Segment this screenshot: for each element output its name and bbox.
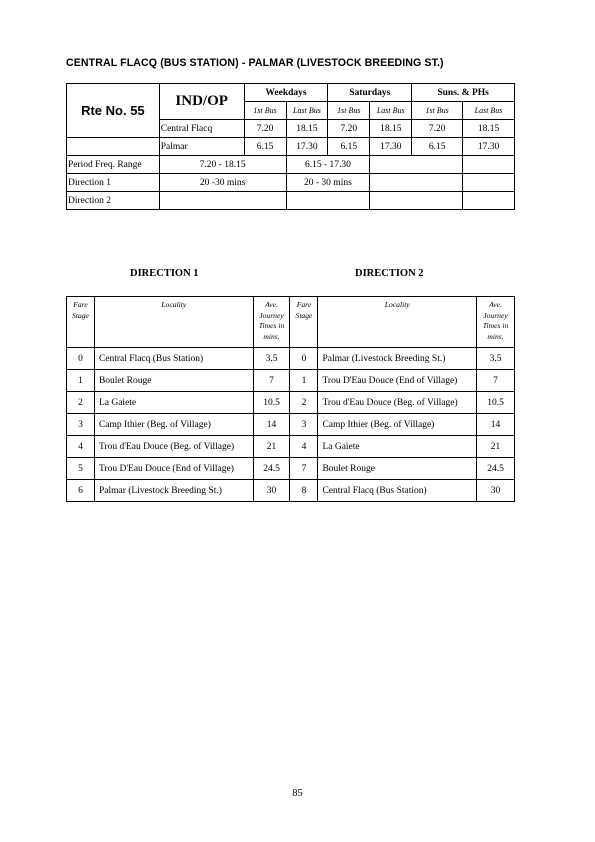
row-label: Direction 2 <box>67 192 160 210</box>
locality: Central Flacq (Bus Station) <box>94 348 253 370</box>
fare-stage: 0 <box>67 348 95 370</box>
fare-stage: 6 <box>67 480 95 502</box>
time-cell: 17.30 <box>463 138 515 156</box>
fare-table-header <box>67 297 515 348</box>
fare-stage-header: Fare Stage <box>67 297 95 348</box>
table-row <box>67 414 515 436</box>
fare-stage: 5 <box>67 458 95 480</box>
journey-time: 30 <box>253 480 290 502</box>
locality-header: Locality <box>318 297 477 348</box>
time-cell: 18.15 <box>370 120 412 138</box>
table-row <box>67 480 515 502</box>
locality: Central Flacq (Bus Station) <box>318 480 477 502</box>
first-bus-header: 1st Bus <box>244 102 286 120</box>
journey-time: 24.5 <box>477 458 515 480</box>
weekdays-value: 7.20 - 18.15 <box>159 156 286 174</box>
table-row <box>67 348 515 370</box>
journey-time: 10.5 <box>253 392 290 414</box>
fare-stage: 7 <box>290 458 318 480</box>
table-row <box>67 458 515 480</box>
fare-stage: 8 <box>290 480 318 502</box>
locality: La Gaiete <box>94 392 253 414</box>
first-bus-header: 1st Bus <box>412 102 463 120</box>
suns-value <box>370 174 463 192</box>
time-cell: 7.20 <box>412 120 463 138</box>
journey-time-header: Ave. Journey Times in mins. <box>477 297 515 348</box>
locality: Palmar (Livestock Breeding St.) <box>318 348 477 370</box>
blank-cell <box>463 192 515 210</box>
stop-name: Central Flacq <box>159 120 244 138</box>
blank-cell <box>463 174 515 192</box>
journey-time: 7 <box>253 370 290 392</box>
journey-time: 24.5 <box>253 458 290 480</box>
locality: Trou d'Eau Douce (Beg. of Village) <box>318 392 477 414</box>
fare-stage: 4 <box>67 436 95 458</box>
route-schedule-table <box>66 83 515 210</box>
time-cell: 17.30 <box>370 138 412 156</box>
fare-stage: 0 <box>290 348 318 370</box>
journey-time: 10.5 <box>477 392 515 414</box>
fare-stage: 3 <box>67 414 95 436</box>
group-sundays-phs: Suns. & PHs <box>412 84 515 102</box>
fare-stage: 3 <box>290 414 318 436</box>
locality: Trou D'Eau Douce (End of Village) <box>318 370 477 392</box>
time-cell: 18.15 <box>463 120 515 138</box>
locality: Trou D'Eau Douce (End of Village) <box>94 458 253 480</box>
last-bus-header: Last Bus <box>463 102 515 120</box>
row-label: Period Freq. Range <box>67 156 160 174</box>
time-cell: 7.20 <box>328 120 370 138</box>
table-row <box>67 370 515 392</box>
last-bus-header: Last Bus <box>370 102 412 120</box>
time-cell: 6.15 <box>244 138 286 156</box>
fare-stage: 1 <box>67 370 95 392</box>
journey-time: 3.5 <box>477 348 515 370</box>
journey-time: 21 <box>253 436 290 458</box>
time-cell: 7.20 <box>244 120 286 138</box>
first-bus-header: 1st Bus <box>328 102 370 120</box>
suns-value <box>370 156 463 174</box>
blank-cell <box>463 156 515 174</box>
journey-time: 14 <box>477 414 515 436</box>
fare-stage-header: Fare Stage <box>290 297 318 348</box>
fare-stage: 4 <box>290 436 318 458</box>
locality: Boulet Rouge <box>94 370 253 392</box>
journey-time-header: Ave. Journey Times in mins. <box>253 297 290 348</box>
journey-time: 21 <box>477 436 515 458</box>
page-number: 85 <box>292 788 303 799</box>
fare-stage-table <box>66 296 515 502</box>
row-label: Direction 1 <box>67 174 160 192</box>
locality: Palmar (Livestock Breeding St.) <box>94 480 253 502</box>
blank-cell <box>67 138 160 156</box>
weekdays-value <box>159 192 286 210</box>
journey-time: 3.5 <box>253 348 290 370</box>
last-bus-header: Last Bus <box>286 102 328 120</box>
fare-stage: 1 <box>290 370 318 392</box>
suns-value <box>370 192 463 210</box>
locality: Camp Ithier (Beg. of Village) <box>318 414 477 436</box>
table-row <box>67 392 515 414</box>
group-weekdays: Weekdays <box>244 84 328 102</box>
direction-2-heading: DIRECTION 2 <box>355 268 424 279</box>
locality: Camp Ithier (Beg. of Village) <box>94 414 253 436</box>
direction-1-heading: DIRECTION 1 <box>130 268 199 279</box>
route-number: Rte No. 55 <box>67 84 160 138</box>
saturdays-value: 6.15 - 17.30 <box>286 156 370 174</box>
locality: Trou d'Eau Douce (Beg. of Village) <box>94 436 253 458</box>
fare-stage: 2 <box>290 392 318 414</box>
saturdays-value: 20 - 30 mins <box>286 174 370 192</box>
locality: La Gaiete <box>318 436 477 458</box>
journey-time: 30 <box>477 480 515 502</box>
locality: Boulet Rouge <box>318 458 477 480</box>
page-title: CENTRAL FLACQ (BUS STATION) - PALMAR (LIVESTOCK BREEDING ST.) <box>66 57 444 69</box>
time-cell: 6.15 <box>412 138 463 156</box>
saturdays-value <box>286 192 370 210</box>
journey-time: 7 <box>477 370 515 392</box>
weekdays-value: 20 -30 mins <box>159 174 286 192</box>
journey-time: 14 <box>253 414 290 436</box>
time-cell: 6.15 <box>328 138 370 156</box>
fare-stage: 2 <box>67 392 95 414</box>
group-saturdays: Saturdays <box>328 84 412 102</box>
time-cell: 18.15 <box>286 120 328 138</box>
table-row <box>67 436 515 458</box>
operator-type: IND/OP <box>159 84 244 120</box>
stop-name: Palmar <box>159 138 244 156</box>
time-cell: 17.30 <box>286 138 328 156</box>
locality-header: Locality <box>94 297 253 348</box>
